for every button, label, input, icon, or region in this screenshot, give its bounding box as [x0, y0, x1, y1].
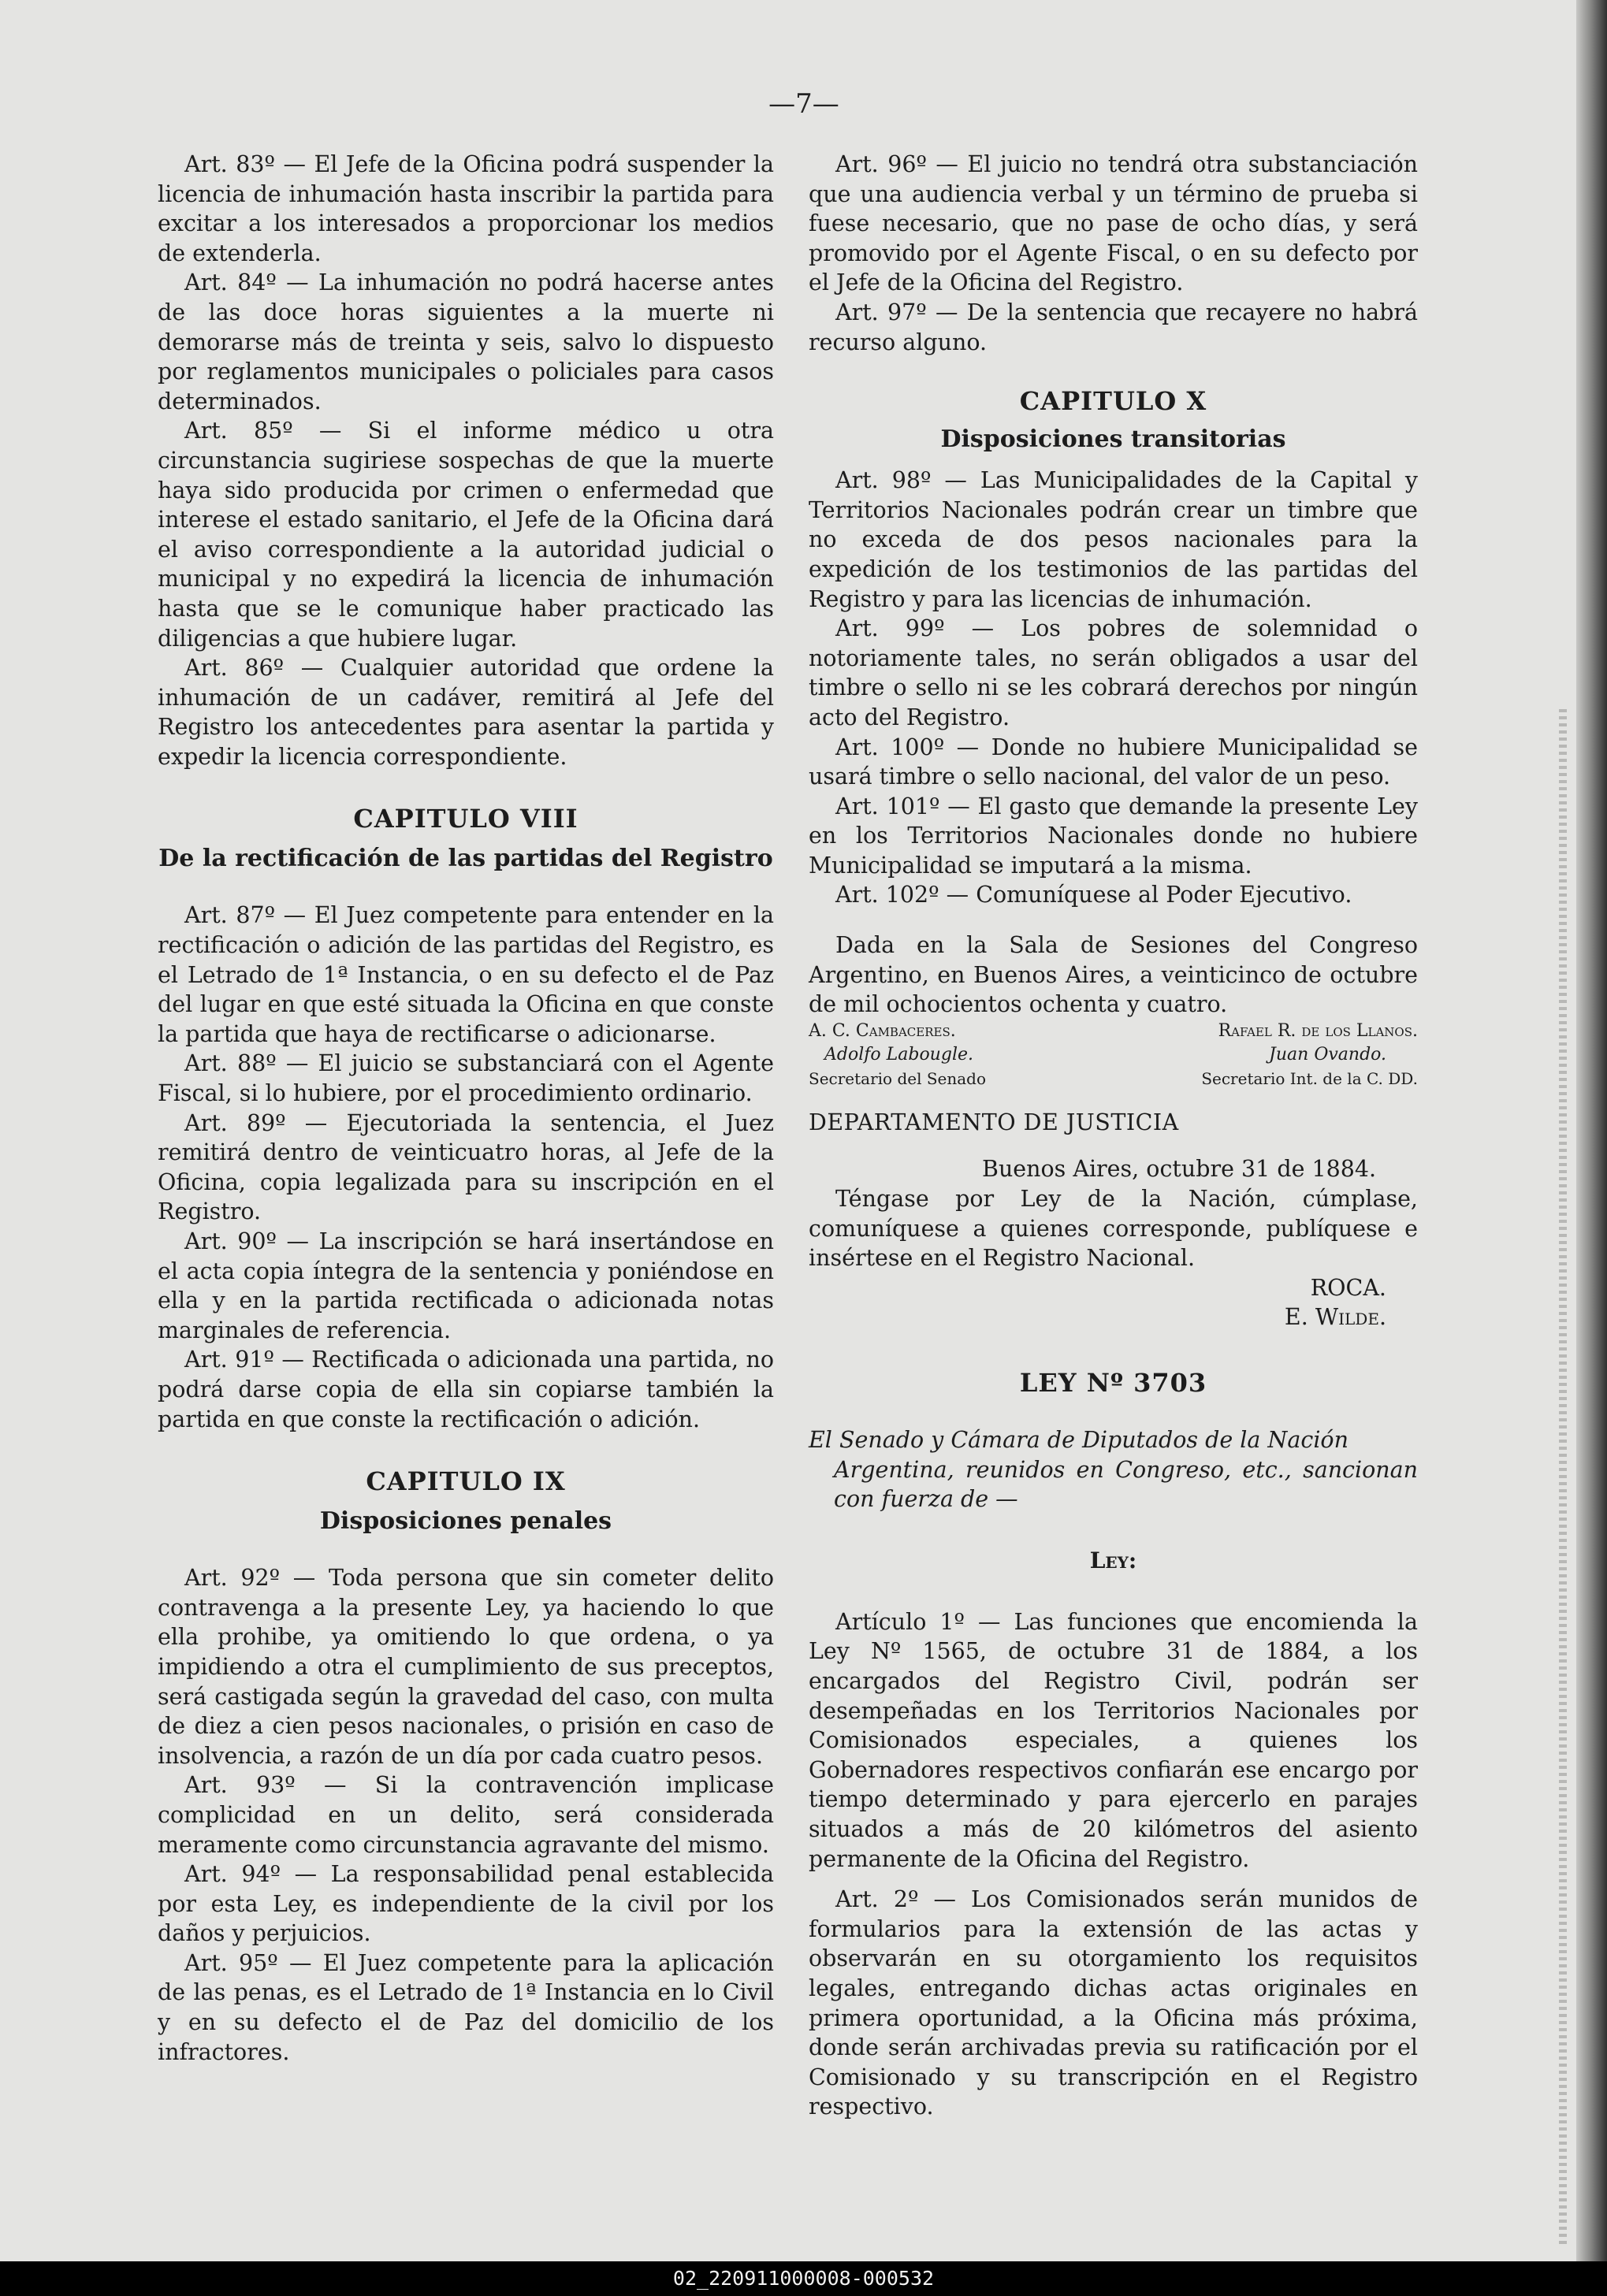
article-100: Art. 100º — Donde no hubiere Municipalidad se usará timbre o sello nacional, del valor de un peso. — [809, 734, 1418, 790]
secretary-senado: Secretario del Senado — [809, 1068, 987, 1088]
law-article-1: Artículo 1º — Las funciones que encomienda la Ley Nº 1565, de octubre 31 de 1884, a los encargados del Registro Civil, podrán ser desempeñadas en los Territorios Nacionales por Comisionados especiales, a quienes los Gobernadores respectivos confiarán ese encargo por tiempo determinado y para ejercerlo en parajes situados a más de 20 kilómetros del asiento permanente de la Oficina del Registro. — [809, 1608, 1418, 1872]
signatures-row-2 — [809, 1043, 1418, 1067]
dada-paragraph: Dada en la Sala de Sesiones del Congreso Argentino, en Buenos Aires, a veinticinco de octubre de mil ochocientos ochenta y cuatro. — [809, 932, 1418, 1018]
chapter-9-subtitle: Disposiciones penales — [319, 1507, 612, 1536]
article-101: Art. 101º — El gasto que demande la presente Ley en los Territorios Nacionales donde no hubiere Municipalidad se imputará a la misma. — [809, 793, 1418, 879]
article-83: Art. 83º — El Jefe de la Oficina podrá suspender la licencia de inhumación hasta inscribir la partida para excitar a los interesados a proporcionar los medios de extenderla. — [158, 151, 774, 266]
article-97: Art. 97º — De la sentencia que recayere no habrá recurso alguno. — [809, 299, 1418, 355]
article-99: Art. 99º — Los pobres de solemnidad o notoriamente tales, no serán obligados a usar del timbre o sello ni se les cobrará derechos por ningún acto del Registro. — [809, 615, 1418, 730]
signatures-row-3 — [809, 1067, 1418, 1090]
signature-labougle: Adolfo Labougle. — [824, 1044, 973, 1064]
signature-ovando: Juan Ovando. — [1269, 1044, 1386, 1064]
chapter-10-subtitle: Disposiciones transitorias — [940, 425, 1286, 454]
article-87: Art. 87º — El Juez competente para entender en la rectificación o adición de las partidas del Registro, es el Letrado de 1ª Instancia, o en su defecto el de Paz del lugar en que esté situada la Oficina en que conste la partida que haya de rectificarse o adicionarse. — [158, 902, 774, 1047]
signature-cambaceres: A. C. Cambaceres. — [809, 1020, 956, 1041]
article-91: Art. 91º — Rectificada o adicionada una partida, no podrá darse copia de ella sin copiarse también la partida en que conste la rectificación o adición. — [158, 1347, 774, 1432]
chapter-9-title: CAPITULO IX — [366, 1466, 566, 1497]
article-94: Art. 94º — La responsabilidad penal establecida por esta Ley, es independiente de la civil por los daños y perjuicios. — [158, 1861, 774, 1947]
article-98: Art. 98º — Las Municipalidades de la Capital y Territorios Nacionales podrán crear un timbre que no exceda de dos pesos nacionales para la expedición de los testimonios de las partidas del Registro y para las licencias de inhumación. — [809, 467, 1418, 612]
tengase-paragraph: Téngase por Ley de la Nación, cúmplase, comuníquese a quienes corresponde, publíquese e insértese en el Registro Nacional. — [809, 1186, 1418, 1272]
signatures-row-1 — [809, 1020, 1418, 1043]
chapter-8-title: CAPITULO VIII — [353, 804, 578, 834]
article-93: Art. 93º — Si la contravención implicase complicidad en un delito, será considerada meramente como circunstancia agravante del mismo. — [158, 1772, 774, 1858]
article-90: Art. 90º — La inscripción se hará insertándose en el acta copia íntegra de la sentencia y poniéndose en ella y en la partida rectificada o adicionada notas marginales de referencia. — [158, 1228, 774, 1343]
article-88: Art. 88º — El juicio se substanciará con el Agente Fiscal, si lo hubiere, por el procedimiento ordinario. — [158, 1050, 774, 1107]
article-92: Art. 92º — Toda persona que sin cometer delito contravenga a la presente Ley, ya haciendo lo que ella prohibe, ya omitiendo lo que ordena, o ya impidiendo a otra el cumplimiento de sus preceptos, será castigada según la gravedad del caso, con multa de diez a cien pesos nacionales, o prisión en caso de insolvencia, a razón de un día por cada cuatro pesos. — [158, 1565, 774, 1769]
chapter-8-subtitle: De la rectificación de las partidas del Registro — [158, 845, 773, 873]
article-102: Art. 102º — Comuníquese al Poder Ejecutivo. — [835, 882, 1352, 908]
article-84: Art. 84º — La inhumación no podrá hacerse antes de las doce horas siguientes a la muerte ni demorarse más de treinta y seis, salvo lo dispuesto por reglamentos municipales o policiales para casos determinados. — [158, 269, 774, 414]
right-column — [809, 150, 1418, 2122]
article-96: Art. 96º — El juicio no tendrá otra substanciación que una audiencia verbal y un término de prueba si fuese necesario, que no pase de ocho días, y será promovido por el Agente Fiscal, o en su defecto por el Jefe de la Oficina del Registro. — [809, 151, 1418, 296]
law-label: Ley: — [1089, 1547, 1137, 1573]
law-intro-line-1: El Senado y Cámara de Diputados de la Nación — [809, 1427, 1348, 1453]
secretary-diputados: Secretario Int. de la C. DD. — [1201, 1068, 1418, 1088]
article-89: Art. 89º — Ejecutoriada la sentencia, el Juez remitirá dentro de veinticuatro horas, al Jefe de la Oficina, copia legalizada para su inscripción en el Registro. — [158, 1109, 774, 1225]
decree-date: Buenos Aires, octubre 31 de 1884. — [982, 1156, 1377, 1183]
signature-roca: ROCA. — [1310, 1274, 1386, 1301]
page-edge-shadow — [1576, 0, 1607, 2261]
signature-wilde: E. Wilde. — [1284, 1304, 1386, 1331]
signature-llanos: Rafael R. de los Llanos. — [1218, 1020, 1418, 1041]
chapter-10-title: CAPITULO X — [1019, 386, 1207, 417]
binding-stitch — [1559, 709, 1567, 2246]
article-95: Art. 95º — El Juez competente para la aplicación de las penas, es el Letrado de 1ª Instancia en lo Civil y en su defecto el de Paz del domicilio de los infractores. — [158, 1949, 774, 2065]
law-title: LEY Nº 3703 — [1019, 1368, 1207, 1398]
law-intro — [809, 1425, 1418, 1514]
law-intro-line-2: Argentina, reunidos en Congreso, etc., sancionan con fuerza de — — [834, 1456, 1418, 1513]
department-heading: DEPARTAMENTO DE JUSTICIA — [809, 1109, 1179, 1135]
article-85: Art. 85º — Si el informe médico u otra circunstancia sugiriese sospechas de que la muerte haya sido producida por crimen o enfermedad que interese el estado sanitario, el Jefe de la Oficina dará el aviso correspondiente a la autoridad judicial o municipal y no expedirá la licencia de inhumación hasta que se le comunique haber practicado las diligencias a que hubiere lugar. — [158, 418, 774, 652]
article-86: Art. 86º — Cualquier autoridad que ordene la inhumación de un cadáver, remitirá al Jefe del Registro los antecedentes para asentar la partida y expedir la licencia correspondiente. — [158, 655, 774, 770]
left-column — [158, 150, 774, 2067]
law-article-2: Art. 2º — Los Comisionados serán munidos de formularios para la extensión de las actas y observarán en su otorgamiento los requisitos legales, entregando dichas actas originales en primera oportunidad, a la Oficina más próxima, donde serán archivadas previa su ratificación por el Comisionado y su transcripción en el Registro respectivo. — [809, 1886, 1418, 2120]
scan-id-footer: 02_220911000008-000532 — [0, 2261, 1607, 2296]
page-number: —7— — [768, 88, 839, 120]
